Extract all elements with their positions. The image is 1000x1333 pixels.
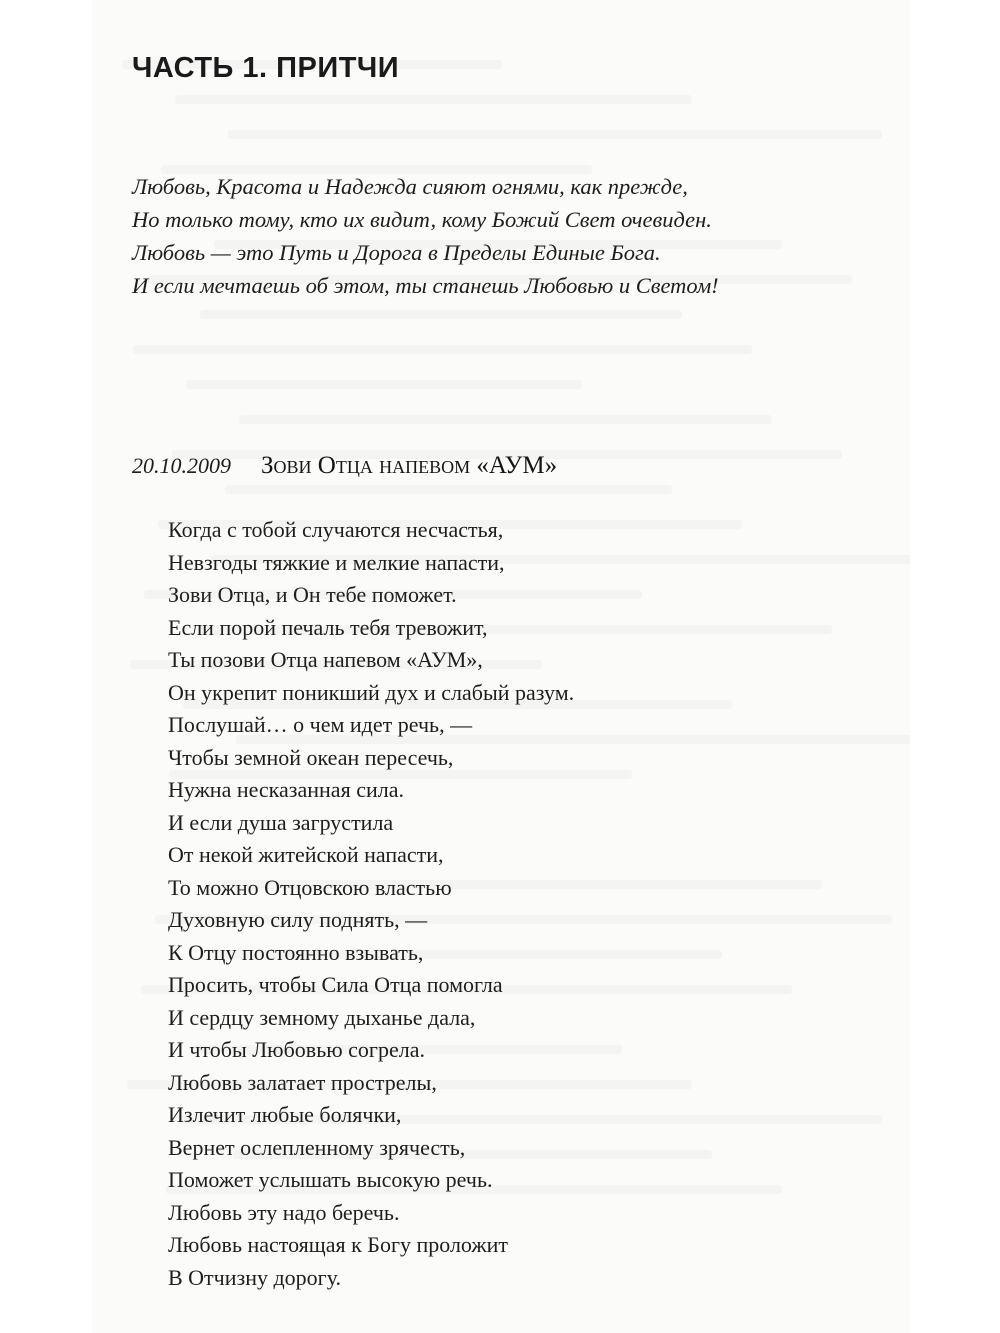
epigraph [132,170,719,302]
poem-line: Невзгоды тяжкие и мелкие напасти, [168,549,505,575]
poem-line: Если порой печаль тебя тревожит, [168,614,488,640]
show-through-line [175,95,692,104]
epigraph-line: И если мечтаешь об этом, ты станешь Любовью и Светом! [132,273,719,298]
poem-line: Любовь эту надо беречь. [168,1199,400,1225]
poem-line: Излечит любые болячки, [168,1102,402,1127]
poem-line: К Отцу постоянно взывать, [168,939,424,965]
show-through-line [133,345,752,354]
poem-line: Чтобы земной океан пересечь, [168,744,454,770]
poem-line: Любовь настоящая к Богу проложит [168,1232,508,1257]
poem-line: От некой житейской напасти, [168,842,444,867]
poem-date: 20.10.2009 [132,453,231,478]
show-through-line [225,485,672,494]
poem-line: И если душа загрустила [168,809,394,835]
poem-line: То можно Отцовскою властью [168,874,452,900]
poem-line: И сердцу земному дыханье дала, [168,1004,476,1030]
poem-line: Зови Отца, и Он тебе поможет. [168,582,457,607]
poem-line: В Отчизну дорогу. [168,1264,341,1290]
show-through-line [228,130,882,139]
show-through-line [186,380,582,389]
poem-line: Поможет услышать высокую речь. [168,1167,493,1192]
poem-title: Зови Отца напевом «АУМ» [261,452,558,479]
poem-line: Он укрепит поникший дух и слабый разум. [168,679,575,705]
epigraph-line: Но только тому, кто их видит, кому Божий Свет очевиден. [132,207,712,232]
poem-line: Ты позови Отца напевом «АУМ», [168,647,483,672]
show-through-line [200,310,682,319]
chapter-title: ЧАСТЬ 1. ПРИТЧИ [132,52,400,84]
epigraph-line: Любовь, Красота и Надежда сияют огнями, как прежде, [132,174,688,199]
poem-line: Любовь залатает прострелы, [168,1069,437,1095]
poem-line: Нужна несказанная сила. [168,777,404,802]
poem-line: И чтобы Любовью согрела. [168,1037,425,1062]
poem-header [132,452,557,480]
poem-line: Просить, чтобы Сила Отца помогла [168,972,503,997]
poem-line: Вернет ослепленному зрячесть, [168,1134,466,1160]
poem-line: Духовную силу поднять, — [168,907,428,932]
poem-line: Послушай… о чем идет речь, — [168,712,473,737]
epigraph-line: Любовь — это Путь и Дорога в Пределы Единые Бога. [132,240,661,265]
poem-line: Когда с тобой случаются несчастья, [168,517,504,542]
show-through-line [239,415,772,424]
poem-body [168,514,574,1294]
